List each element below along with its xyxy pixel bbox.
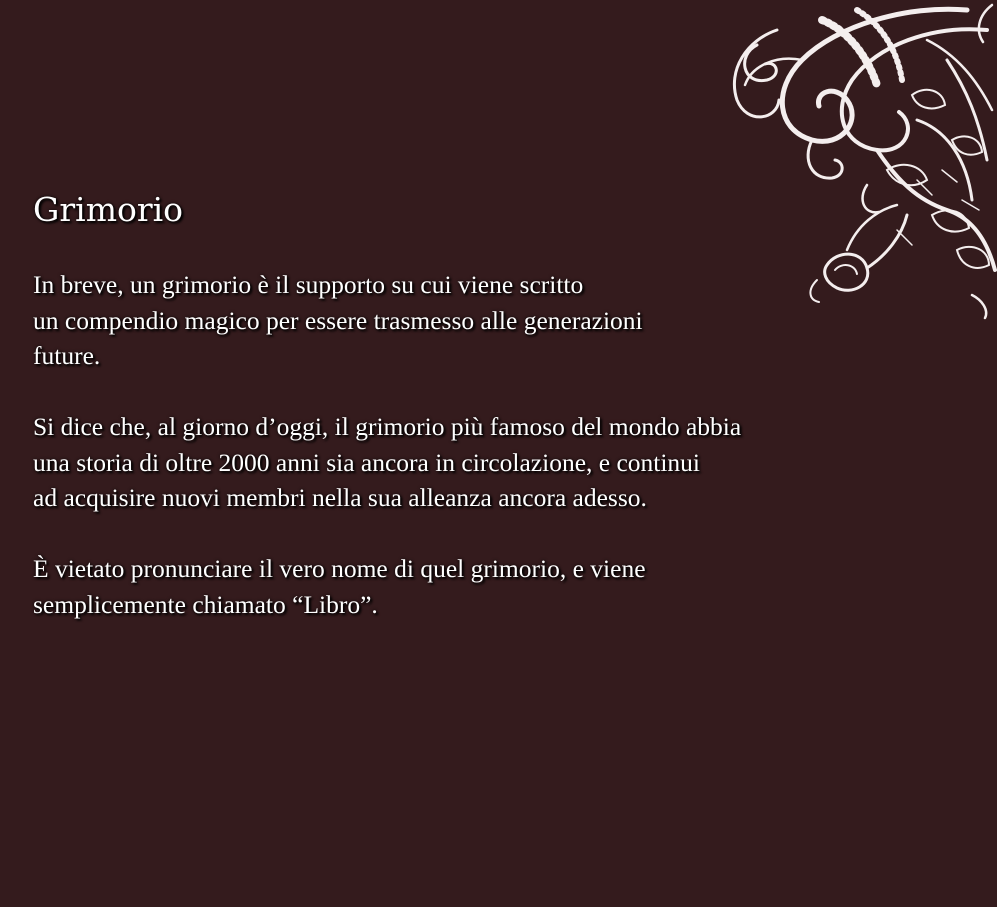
paragraph	[33, 551, 973, 622]
text-line: una storia di oltre 2000 anni sia ancora in circolazione, e continui	[33, 447, 701, 477]
text-line: In breve, un grimorio è il supporto su cui viene scritto	[33, 270, 584, 299]
text-line: ad acquisire nuovi membri nella sua alleanza ancora adesso.	[33, 483, 647, 512]
text-line: future.	[33, 341, 101, 370]
paragraph	[33, 409, 973, 516]
text-line: un compendio magico per essere trasmesso alle generazioni	[33, 305, 643, 335]
entry-title: Grimorio	[33, 190, 184, 229]
entry-description	[33, 267, 973, 658]
text-line: È vietato pronunciare il vero nome di quel grimorio, e viene	[33, 554, 646, 583]
text-line: Si dice che, al giorno d’oggi, il grimorio più famoso del mondo abbia	[33, 412, 742, 441]
paragraph	[33, 267, 973, 374]
text-line: semplicemente chiamato “Libro”.	[33, 589, 378, 619]
